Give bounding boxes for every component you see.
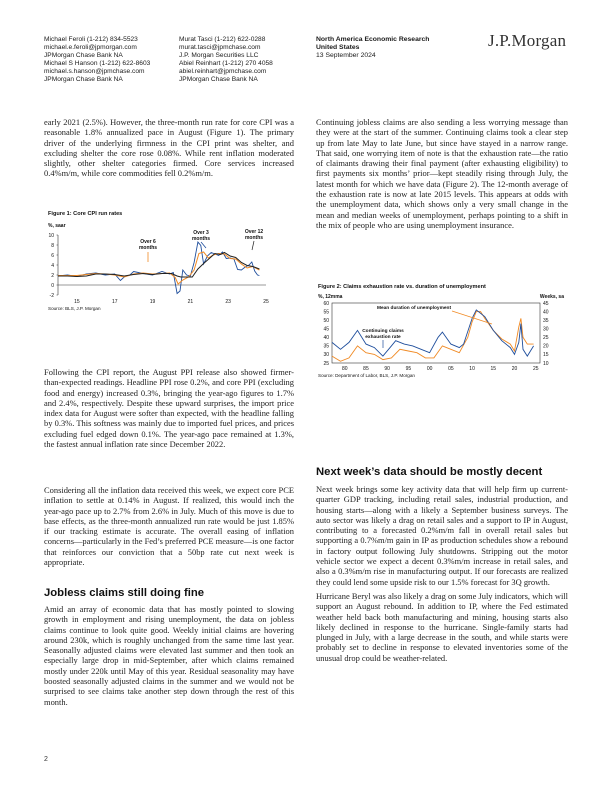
y-left-tick-label: 35 (323, 343, 329, 350)
right-para-3: Hurricane Beryl was also likely a drag on some July indicators, which will support an August rebound. In addition to IP, where the Fed estimated weather held back both manufacturing and mining, housing starts also likely declined in response to the hurricane. Single-family starts had plunged in July, with a large decrease in the south, and while starts were probably set to decline in response to elevated inventories some of the unusual drop could be weather-related. (316, 591, 568, 663)
x-tick-label: 19 (149, 299, 156, 305)
x-tick-label: 85 (363, 366, 369, 372)
x-tick-label: 15 (490, 366, 497, 372)
jpmorgan-logo: J.P.Morgan (488, 31, 567, 50)
right-heading: Next week’s data should be mostly decent (316, 466, 543, 478)
right-para-1: Continuing jobless claims are also sending a less worrying message than they were at the start of the summer. Continuing claims took a clear step up from late May to late June, but since have stayed in a narrow range. That said, one worrying item of note is that the exhaustion rate—the ratio of claimants drawing their final payment (after exhausting eligibility) to first payments six months’ prior—kept steadily rising through July, the latest month for which we have data (Figure 2). The 12-month average of the exhaustion rate is now at late 2015 levels. This appears at odds with the unemployment data, which shows only a very small change in the mean and median weeks of unemployment, perhaps pointing to a shift in the mix of people who are using unemployment insurance. (316, 117, 568, 230)
y-right-tick-label: 10 (543, 360, 549, 367)
figure-2-chart (316, 299, 568, 373)
figure-1-source: Source: BLS, J.P. Morgan (48, 306, 101, 311)
x-tick-label: 80 (341, 366, 348, 372)
y-right-tick-label: 25 (543, 335, 549, 342)
y-tick-label: 4 (51, 262, 54, 269)
x-tick-label: 21 (187, 299, 194, 305)
figure-2-title: Figure 2: Claims exhaustion rate vs. duration of unemployment (318, 284, 486, 290)
contact-org: JPMorgan Chase Bank NA (179, 76, 258, 83)
figure-2 (316, 279, 568, 459)
x-tick-label: 25 (532, 366, 539, 372)
y-right-tick-label: 15 (543, 352, 549, 359)
report-region: United States (316, 44, 360, 52)
contact-email[interactable]: michael.e.feroli@jpmorgan.com (44, 44, 137, 51)
contact-org: JPMorgan Chase Bank NA (44, 76, 123, 83)
annotation-3m-arrow (201, 242, 206, 248)
y-right-tick-label: 20 (543, 343, 549, 350)
left-para-3: Considering all the inflation data received this week, we expect core PCE inflation to settle at 0.14% in August. If realized, this would inch the year-ago pace up to 2.7% from 2.6% in July. Much of this move is due to base effects, as the three-month annualized run rate would be just 1.85% if our tracking estimate is accurate. The overall easing of inflation concerns—particularly in the Fed’s preferred PCE measure—is one factor that reinforces our conviction that a 50bp rate cut next week is appropriate. (44, 485, 294, 568)
x-tick-label: 23 (225, 299, 231, 305)
header-contacts-right (179, 36, 309, 84)
contact-name: Murat Tasci (1-212) 622-0288 (179, 36, 266, 43)
y-tick-label: 10 (48, 232, 54, 239)
x-tick-label: 90 (384, 366, 390, 372)
annotation-exhaustion: Continuing claims (362, 329, 404, 334)
page-number: 2 (44, 756, 48, 763)
figure-1-chart (44, 229, 294, 305)
x-tick-label: 95 (405, 366, 412, 372)
x-tick-label: 10 (469, 366, 475, 372)
left-heading: Jobless claims still doing fine (44, 587, 205, 599)
x-tick-label: 17 (111, 299, 118, 305)
contact-name: Michael S Hanson (1-212) 622-8603 (44, 60, 151, 67)
y-right-tick-label: 45 (543, 300, 549, 307)
y-left-tick-label: 60 (323, 300, 329, 307)
report-info (316, 36, 466, 61)
y-left-tick-label: 40 (323, 335, 329, 342)
annotation-12m: Over 12 (244, 229, 264, 235)
figure-1 (44, 185, 294, 355)
figure-2-unit-left: %, 12mma (318, 294, 343, 300)
y-tick-label: 2 (51, 272, 54, 279)
contact-email[interactable]: murat.tasci@jpmchase.com (179, 44, 261, 51)
annotation-3m: Over 3 (193, 230, 209, 236)
y-right-tick-label: 40 (543, 309, 549, 316)
x-tick-label: 00 (426, 366, 433, 372)
y-tick-label: 8 (51, 242, 54, 249)
series-duration-line (332, 312, 534, 362)
y-left-tick-label: 55 (323, 309, 329, 316)
contact-name: Michael Feroli (1-212) 834-5523 (44, 36, 138, 43)
annotation-6m: Over 6 (140, 239, 156, 245)
x-tick-label: 25 (263, 299, 269, 305)
y-tick-label: -2 (49, 292, 54, 299)
y-left-tick-label: 45 (323, 326, 329, 333)
contact-email[interactable]: abiel.reinhart@jpmchase.com (179, 68, 267, 75)
right-para-2: Next week brings some key activity data that will help firm up current-quarter GDP tracking, including retail sales, industrial production, and housing starts—along with a likely a September business surveys. The auto sector was likely a drag on retail sales and a support to IP in August, contributing to a forecasted 0.2%m/m fall in overall retail sales but supporting a 0.7%m/m gain in IP as production schedules show a rebound in factory output following July shutdowns. Stripping out the motor vehicle sector we expect a decent 0.3%m/m increase in retail sales, and also a 0.3%m/m rise in manufacturing output. If our forecasts are realized they could lend some upside risk to our 1.5% forecast for 3Q growth. (316, 484, 568, 587)
left-para-4: Amid an array of economic data that has mostly pointed to slowing growth in employment and rising unemployment, the data on jobless claims continue to look quite good. Weekly initial claims are hovering around 230k, which is roughly unchanged from the same time last year. Seasonally adjusted claims were elevated last summer and then took an especially large drop in mid-September, after which claims remained mostly under 220k until May of this year. Residual seasonality may have boosted seasonally adjusted claims in the summer and we would not be surprised to see claims take another step down through the rest of this month. (44, 604, 294, 707)
annotation-12m: months (244, 235, 264, 241)
annotation-12m-arrow (252, 241, 254, 250)
x-tick-label: 05 (448, 366, 454, 372)
contact-org: JPMorgan Chase Bank NA (44, 52, 123, 59)
y-tick-label: 0 (51, 282, 54, 289)
annotation-6m: months (138, 245, 158, 251)
report-title: North America Economic Research (316, 36, 430, 43)
x-tick-label: 20 (511, 366, 518, 372)
figure-1-title: Figure 1: Core CPI run rates (48, 211, 123, 217)
y-left-tick-label: 25 (323, 360, 329, 367)
annotation-exhaustion: exhaustion rate (365, 335, 401, 340)
y-tick-label: 6 (51, 252, 54, 259)
left-para-1: early 2021 (2.5%). However, the three-month run rate for core CPI was a reasonable 1.8% annualized pace in August (Figure 1). The primary driver of the underlying firmness in the CPI print was shelter, and excluding shelter the core rose 0.08%. While rent inflation moderated slightly, other shelter categories firmed. Core services increased 0.4%m/m, while core commodities fell 0.2%m/m. (44, 117, 294, 179)
y-right-tick-label: 35 (543, 317, 549, 324)
annotation-3m: months (191, 236, 211, 242)
left-para-2: Following the CPI report, the August PPI release also showed firmer-than-expected readings. Headline PPI rose 0.2%, and core PPI (excluding food and energy) increased 0.3%, bringing the year-ago figures to 1.7% and 2.4%, respectively. Despite these upward surprises, the import price index data for August were softer than expected, with the headline falling by 0.3%. This softness was mainly due to imported fuel prices, and prices excluding fuel edged down 0.1%. The year-ago pace remained at 1.3%, the fastest annual inflation rate since December 2022. (44, 367, 294, 450)
y-right-tick-label: 30 (543, 326, 549, 333)
series-6m-line (58, 252, 259, 284)
contact-name: Abiel Reinhart (1-212) 270 4058 (179, 60, 273, 67)
figure-2-unit-right: Weeks, sa (539, 294, 564, 300)
report-date: 13 September 2024 (316, 52, 376, 60)
y-left-tick-label: 30 (323, 352, 329, 359)
x-tick-label: 15 (74, 299, 80, 305)
contact-email[interactable]: michael.s.hanson@jpmchase.com (44, 68, 145, 75)
contact-org: J.P. Morgan Securities LLC (179, 52, 259, 59)
figure-1-unit: %, saar (48, 223, 66, 229)
annotation-duration: Mean duration of unemployment (376, 306, 452, 311)
series-3m-line (58, 242, 259, 294)
figure-2-source: Source: Department of Labor, BLS, J.P. Morgan (318, 373, 415, 378)
y-left-tick-label: 50 (323, 317, 329, 324)
header-contacts-left (44, 36, 179, 84)
